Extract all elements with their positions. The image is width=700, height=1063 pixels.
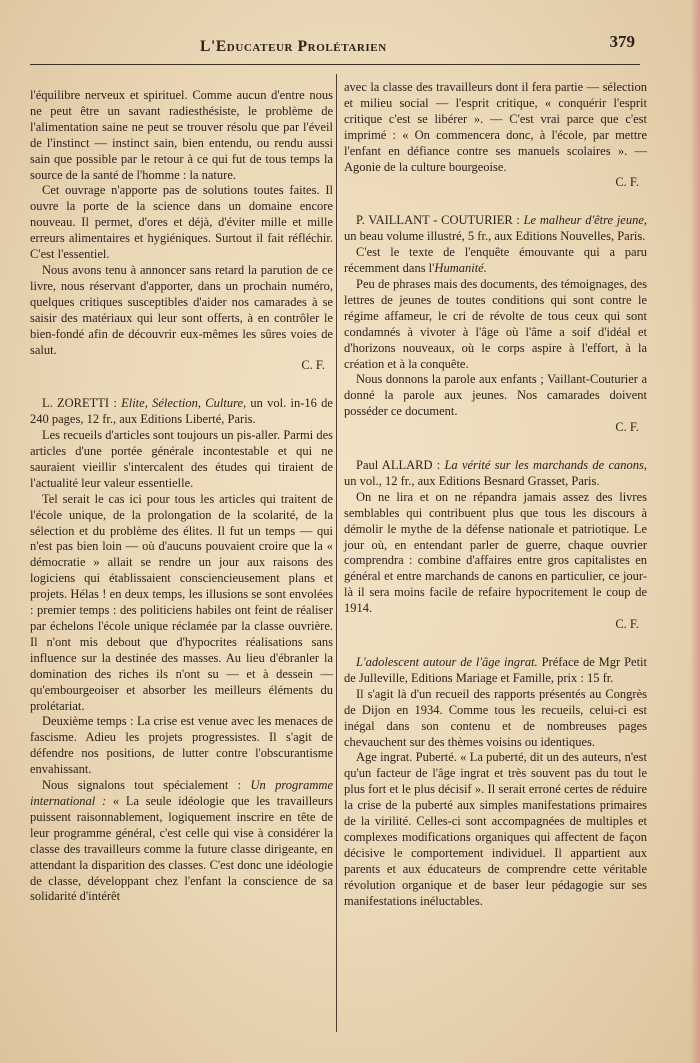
page-header	[30, 30, 640, 65]
paragraph: Peu de phrases mais des documents, des témoignages, des lettres de jeunes de toutes conditions qui sont contre le régime affameur, le cri de révolte de tous ceux qui sont condamnés à vivoter à l'âge où l'âme a soif d'idéal et d'horizons nouveaux, où le corps aspire à l'effort, à la création et à la conquête.	[344, 276, 647, 371]
paragraph: On ne lira et on ne répandra jamais assez des livres semblables qui contribuent plus que tous les discours à démolir le mythe de la défense nationale et patriotique. Le jour où, en entendant parler de guerre, chaque ouvrier comprendra : combine d'affaires entre gros capitalistes en général et entre marchands de canons en particulier, ce jour-là il sera moins facile de refaire hypocritement le coup de 1914.	[344, 489, 647, 616]
paragraph: avec la classe des travailleurs dont il fera partie — sélection et milieu social — l'esprit critique, « conquérir l'esprit critique c'est se libérer ». — C'est vrai parce que c'est imprimé : « On commencera donc, à l'école, par mettre l'enfant en défiance contre ses manuels scolaires ». — Agonie de la culture bourgeoise.	[344, 80, 647, 174]
review-heading	[344, 213, 647, 245]
paragraph: Deuxième temps : La crise est venue avec les menaces de fascisme. Adieu les projets progressistes. Il s'agit de défendre nos positions, de lutter contre l'obscurantisme envahissant.	[30, 714, 333, 777]
paragraph: Les recueils d'articles sont toujours un pis-aller. Parmi des articles d'une portée générale incontestable et qui ne sauraient vieillir s'intercalent des études qui tiraient de l'actualité leur valeur essentielle.	[30, 428, 333, 490]
review-details: Préface de Mgr Petit de Julleville, Editions Mariage et Famille, prix : 15 fr.	[344, 655, 647, 685]
review-details: un vol., 12 fr., aux Editions Besnard Grasset, Paris.	[344, 473, 600, 488]
signature: C. F.	[615, 175, 639, 190]
paragraph: Tel serait le cas ici pour tous les articles qui traitent de l'école unique, de la prolongation de la scolarité, de la sélection et du problème des élites. Il fut un temps — qui n'est pas bien loin — où d'aucuns pouvaient croire que la « démocratie » allait se rendre un jour aux raisons des logiciens qui établissaient consciencieusement plans et projets. Hélas ! en deux temps, les illusions se sont envolées : premier temps : des politiciens habiles ont feint de réaliser par échelons l'école unique réclamée par la classe ouvrière. Il n'ont mis debout que d'hypocrites réalisations sans influence sur la destinée des masses. Au lieu d'ébranler la domination des riches ils n'ont su — et à dessein — qu'embourgeoiser et absorber les meilleurs éléments du prolétariat.	[30, 491, 333, 713]
paragraph: C'est le texte de l'enquête émouvante qui a paru récemment dans l'Humanité.	[344, 245, 647, 276]
paragraph: Nous avons tenu à annoncer sans retard la parution de ce livre, nous réservant d'apporter, dans un prochain numéro, quelques critiques susceptibles d'aider nos camarades à se saisir des matériaux qui leur sont offerts, à en contrôler le bien-fondé afin de découvrir eux-mêmes les sûres voies de salut.	[30, 262, 333, 357]
review-heading	[344, 458, 647, 490]
review-title: La vérité sur les marchands de canons,	[444, 458, 647, 473]
review-author: L. ZORETTI :	[42, 396, 117, 411]
review-title: L'adolescent autour de l'âge ingrat.	[356, 655, 538, 669]
paragraph: l'équilibre nerveux et spirituel. Comme aucun d'entre nous ne peut être un savant radiesthésiste, le problème de l'alimentation saine ne peut se trouver résolu que par l'éveil de l'instinct — instinct sain, bien entendu, ou rendu aussi sain que possible par le retour à ce qui fut de tous temps la source de la santé de l'homme : la nature.	[30, 88, 333, 182]
right-column	[344, 80, 647, 910]
page-edge-stain	[690, 0, 700, 1063]
review-heading	[30, 396, 333, 428]
signature: C. F.	[615, 420, 639, 435]
review-author: Paul ALLARD :	[356, 458, 441, 473]
left-column	[30, 88, 333, 905]
review-details: un vol. in-16 de 240 pages, 12 fr., aux Editions Liberté, Paris.	[30, 396, 333, 427]
column-divider	[336, 74, 337, 1032]
paragraph: Il s'agit là d'un recueil des rapports présentés au Congrès de Dijon en 1934. Comme tous les recueils, celui-ci est inégal dans son contenu et de nombreuses pages chevauchent sur des thèmes voisins ou identiques.	[344, 686, 647, 749]
review-heading	[344, 655, 647, 687]
paragraph: Nous signalons tout spécialement : Un programme international : « La seule idéologie que les travailleurs puissent raisonnablement, logiquement inscrire en tête de leur programme général, c'est celle qui vise à considérer la classe des travailleurs comme la future classe dirigeante, en attendant la disparition des classes. C'est donc une idéologie de classe, développant chez l'enfant la conscience de sa solidarité d'intérêt	[30, 778, 333, 904]
review-details: un beau volume illustré, 5 fr., aux Editions Nouvelles, Paris.	[344, 229, 646, 244]
paragraph: Nous donnons la parole aux enfants ; Vaillant-Couturier a donné la parole aux jeunes. Nos camarades doivent posséder ce document.	[344, 372, 647, 419]
paragraph: Cet ouvrage n'apporte pas de solutions toutes faites. Il ouvre la porte de la science dans un domaine encore nouveau. Il permet, d'ores et déjà, d'éviter mille et mille erreurs alimentaires et hygiéniques. Surtout il fait réfléchir. C'est l'essentiel.	[30, 183, 333, 262]
signature: C. F.	[301, 358, 325, 373]
review-title: Elite, Sélection, Culture,	[121, 396, 247, 411]
review-title: Le malheur d'être jeune,	[523, 213, 648, 228]
page-number: 379	[609, 32, 635, 51]
review-author: P. VAILLANT - COUTURIER :	[356, 213, 520, 228]
running-title: L'Educateur Prolétarien	[200, 38, 387, 55]
signature: C. F.	[615, 617, 639, 632]
paragraph: Age ingrat. Puberté. « La puberté, dit un des auteurs, n'est qu'un facteur de l'âge ingrat et très souvent pas du tout le plus fort et le plus décisif ». Il serait erroné certes de réduire la crise de la puberté aux simples manifestations primaires de la virilité. Celles-ci sont accompagnées de multiples et complexes modifications organiques qui affectent de façon décisive le comportement individuel. Il appartient aux parents et aux éducateurs de comprendre cette véritable révolution organique et de baser leur pédagogie sur ses manifestations inéluctables.	[344, 750, 647, 908]
